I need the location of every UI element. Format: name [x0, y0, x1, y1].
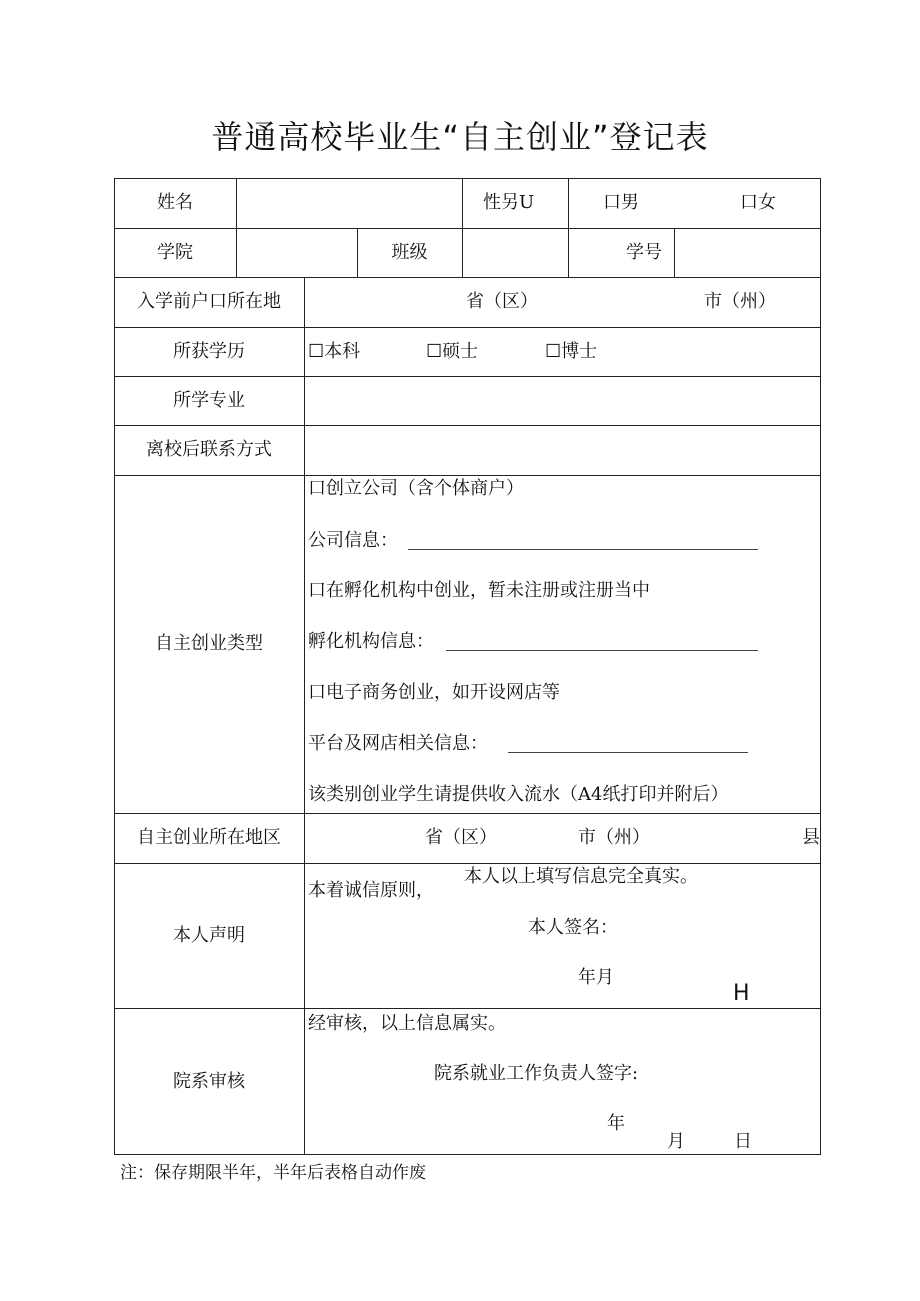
declare-truth: 本人以上填写信息完全真实。 [464, 866, 698, 887]
row-divider [114, 376, 821, 377]
col-divider [568, 178, 569, 277]
row-divider [114, 327, 821, 328]
company-info-label: 公司信息： [308, 530, 398, 551]
row-divider [114, 277, 821, 278]
degree-bachelor-checkbox[interactable]: ☐本科 [308, 341, 361, 362]
contact-label: 离校后联系方式 [146, 439, 272, 460]
row-divider [114, 863, 821, 864]
gender-male-checkbox[interactable]: 口男 [603, 192, 639, 213]
col-divider [674, 228, 675, 277]
hukou-label: 入学前户口所在地 [137, 291, 281, 312]
region-city: 市（州） [578, 827, 650, 848]
class-label: 班级 [391, 242, 428, 263]
gender-female-checkbox[interactable]: 口女 [740, 192, 776, 213]
declare-day-label: H [733, 981, 750, 1006]
row-divider [114, 1008, 821, 1009]
col-divider [462, 178, 463, 277]
col-divider [236, 178, 237, 277]
incubator-info-label: 孵化机构信息： [308, 631, 434, 652]
declare-date-label: 年月 [578, 967, 614, 988]
degree-master-checkbox[interactable]: ☐硕士 [426, 341, 479, 362]
review-year-label: 年 [607, 1113, 625, 1134]
page-title: 普通高校毕业生“自主创业”登记表 [211, 118, 709, 156]
degree-doctor-checkbox[interactable]: ☐博士 [545, 341, 598, 362]
incubator-info-underline[interactable] [446, 650, 758, 651]
type-label: 自主创业类型 [155, 633, 263, 654]
type-option-ecommerce[interactable]: 口电子商务创业，如开设网店等 [308, 682, 560, 703]
review-day-label: 日 [734, 1131, 752, 1152]
declare-label: 本人声明 [173, 925, 245, 946]
region-province: 省（区） [425, 827, 497, 848]
hukou-city: 市（州） [704, 291, 776, 312]
major-label: 所学专业 [173, 390, 245, 411]
platform-info-label: 平台及网店相关信息： [308, 733, 488, 754]
review-label: 院系审核 [173, 1071, 245, 1092]
gender-label: 性另U [483, 192, 535, 213]
region-label: 自主创业所在地区 [137, 827, 281, 848]
col-divider [304, 277, 305, 1155]
platform-info-underline[interactable] [508, 752, 748, 753]
college-label: 学院 [157, 242, 193, 263]
company-info-underline[interactable] [408, 549, 758, 550]
review-signature-label: 院系就业工作负责人签字: [434, 1063, 639, 1084]
income-note: 该类别创业学生请提供收入流水（A4纸打印并附后） [308, 784, 729, 805]
row-divider [114, 228, 821, 229]
review-statement: 经审核，以上信息属实。 [308, 1013, 506, 1034]
type-option-company[interactable]: 口创立公司（含个体商户） [308, 478, 524, 499]
region-county: 县 [802, 827, 820, 848]
row-divider [114, 813, 821, 814]
review-month-label: 月 [667, 1131, 685, 1152]
type-option-incubator[interactable]: 口在孵化机构中创业，暂未注册或注册当中 [308, 580, 650, 601]
declare-principle: 本着诚信原则， [308, 880, 434, 901]
hukou-province: 省（区） [466, 291, 538, 312]
degree-label: 所获学历 [173, 341, 245, 362]
row-divider [114, 475, 821, 476]
footnote: 注：保存期限半年，半年后表格自动作废 [120, 1163, 426, 1183]
row-divider [114, 425, 821, 426]
declare-signature-label: 本人签名： [528, 917, 618, 938]
name-label: 姓名 [157, 192, 193, 213]
student-id-label: 学号 [626, 242, 662, 263]
